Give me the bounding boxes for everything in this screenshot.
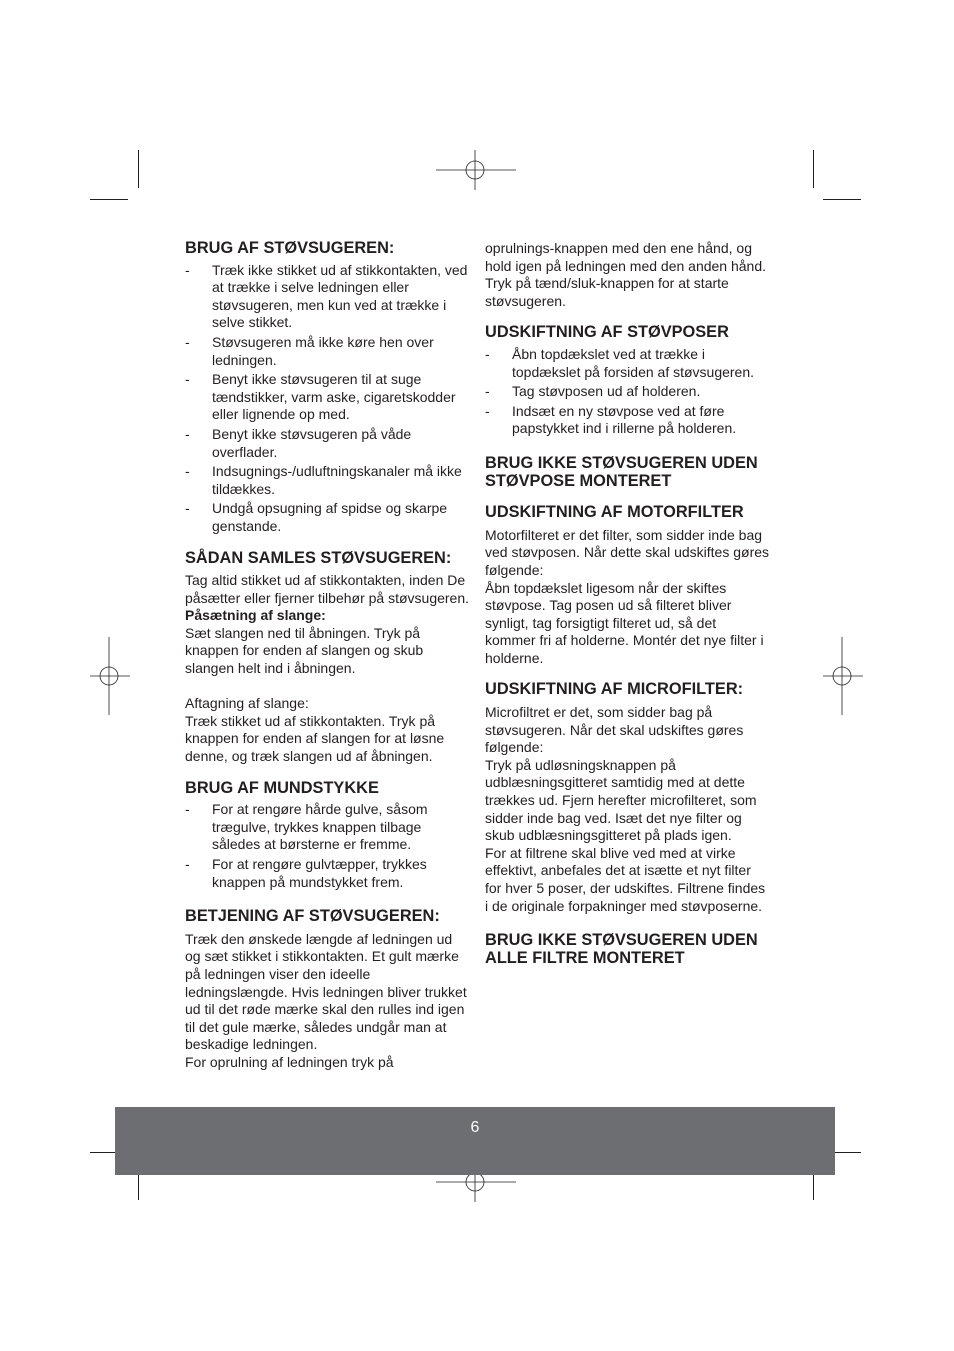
subheading: Aftagning af slange:: [185, 695, 309, 712]
spacer: [185, 678, 470, 696]
warning-no-dustbag: BRUG IKKE STØVSUGEREN UDEN STØVPOSE MONTERET: [485, 453, 758, 490]
list-item: - For at rengøre gulvtæpper, trykkes knappen på mundstykket frem.: [185, 856, 470, 891]
dustbag-list: [485, 346, 770, 438]
usage-list: [185, 262, 470, 536]
registration-mark-icon: [436, 150, 516, 190]
section-title-betjening: BETJENING AF STØVSUGEREN:: [185, 907, 440, 926]
paragraph: oprulnings-knappen med den ene hånd, og hold igen på ledningen med den anden hånd.: [485, 240, 767, 274]
section-title-brug: BRUG AF STØVSUGEREN:: [185, 239, 395, 257]
paragraph: Sæt slangen ned til åbningen. Tryk på knappen for enden af slangen og skub slangen helt ind i åbningen.: [185, 624, 424, 677]
list-item: - For at rengøre hårde gulve, såsom trægulve, trykkes knappen tilbage således at børsterne er fremme.: [185, 801, 470, 854]
warning-no-filters: BRUG IKKE STØVSUGEREN UDEN ALLE FILTRE MONTERET: [485, 931, 758, 967]
section-title-samles: SÅDAN SAMLES STØVSUGEREN:: [185, 548, 452, 567]
list-item: - Benyt ikke støvsugeren til at suge tændstikker, varm aske, cigaretskodder eller lignende op med.: [185, 371, 470, 424]
list-item: - Støvsugeren må ikke køre hen over ledningen.: [185, 334, 470, 369]
list-item: - Åbn topdækslet ved at trække i topdækslet på forsiden af støvsugeren.: [485, 346, 770, 381]
paragraph: For at filtrene skal blive ved med at virke effektivt, anbefales det at isætte et nyt filter for hver 5 poser, der udskiftes. Filtrene findes i de originale forpakninger med støvposerne.: [485, 844, 766, 914]
paragraph: Microfiltret er det, som sidder bag på støvsugeren. Når det skal udskiftes gøres følgende:: [485, 704, 744, 756]
section-title-mundstykke: BRUG AF MUNDSTYKKE: [185, 778, 379, 797]
list-item: - Træk ikke stikket ud af stikkontakten, ved at trække i selve ledningen eller støvsugeren, men kun ved at trække i selve stikket.: [185, 262, 470, 332]
section-title-motorfilter: UDSKIFTNING AF MOTORFILTER: [485, 503, 744, 522]
list-item: - Indsugnings-/udluftningskanaler må ikke tildækkes.: [185, 463, 470, 498]
crop-mark: [138, 150, 139, 188]
registration-mark-icon: [823, 637, 863, 715]
paragraph: Tag altid stikket ud af stikkontakten, inden De påsætter eller fjerner tilbehør på støvsugeren.: [185, 572, 470, 606]
nozzle-list: [185, 801, 470, 891]
list-item: - Undgå opsugning af spidse og skarpe genstande.: [185, 500, 470, 535]
registration-mark-icon: [90, 637, 130, 715]
paragraph: Tryk på udløsningsknappen på udblæsningsgitteret samtidig med at dette trækkes ud. Fjern herefter microfilteret, som sidder inde bag ved. Isæt det nye filter og skub udblæsningsgitteret på plads igen.: [485, 756, 757, 844]
paragraph: Træk den ønskede længde af ledningen ud og sæt stikket i stikkontakten. Et gult mærke på ledningen viser den ideelle ledningslængde. Hvis ledningen bliver trukket ud til det røde mærke skal den rulles ind igen til det gule mærke, således undgår man at beskadige ledningen.: [185, 930, 467, 1053]
list-item: - Indsæt en ny støvpose ved at føre papstykket ind i rillerne på holderen.: [485, 403, 770, 438]
list-item: - Tag støvposen ud af holderen.: [485, 383, 770, 401]
crop-mark: [813, 150, 814, 188]
right-column: [485, 240, 770, 967]
section-title-microfilter: UDSKIFTNING AF MICROFILTER:: [485, 680, 744, 699]
subheading: Påsætning af slange:: [185, 607, 326, 624]
section-title-stovposer: UDSKIFTNING AF STØVPOSER: [485, 323, 729, 342]
paragraph: Åbn topdækslet ligesom når der skiftes støvpose. Tag posen ud så filteret bliver synligt, tag forsigtigt filteret ud, så det kommer fri af holderne. Montér det nye filter i holderne.: [485, 579, 764, 666]
crop-mark: [90, 199, 128, 200]
footer-bar: [115, 1107, 835, 1175]
crop-mark: [823, 199, 861, 200]
paragraph: Motorfilteret er det filter, som sidder inde bag ved støvposen. Når dette skal udskiftes gøres følgende:: [485, 526, 770, 578]
page-number: 6: [470, 1119, 480, 1136]
left-column: [185, 240, 470, 1072]
paragraph: Tryk på tænd/sluk-knappen for at starte støvsugeren.: [485, 275, 729, 309]
paragraph: For oprulning af ledningen tryk på: [185, 1053, 394, 1070]
paragraph: Træk stikket ud af stikkontakten. Tryk på knappen for enden af slangen for at løsne denne, og træk slangen ud af åbningen.: [185, 712, 445, 765]
list-item: - Benyt ikke støvsugeren på våde overflader.: [185, 426, 470, 461]
